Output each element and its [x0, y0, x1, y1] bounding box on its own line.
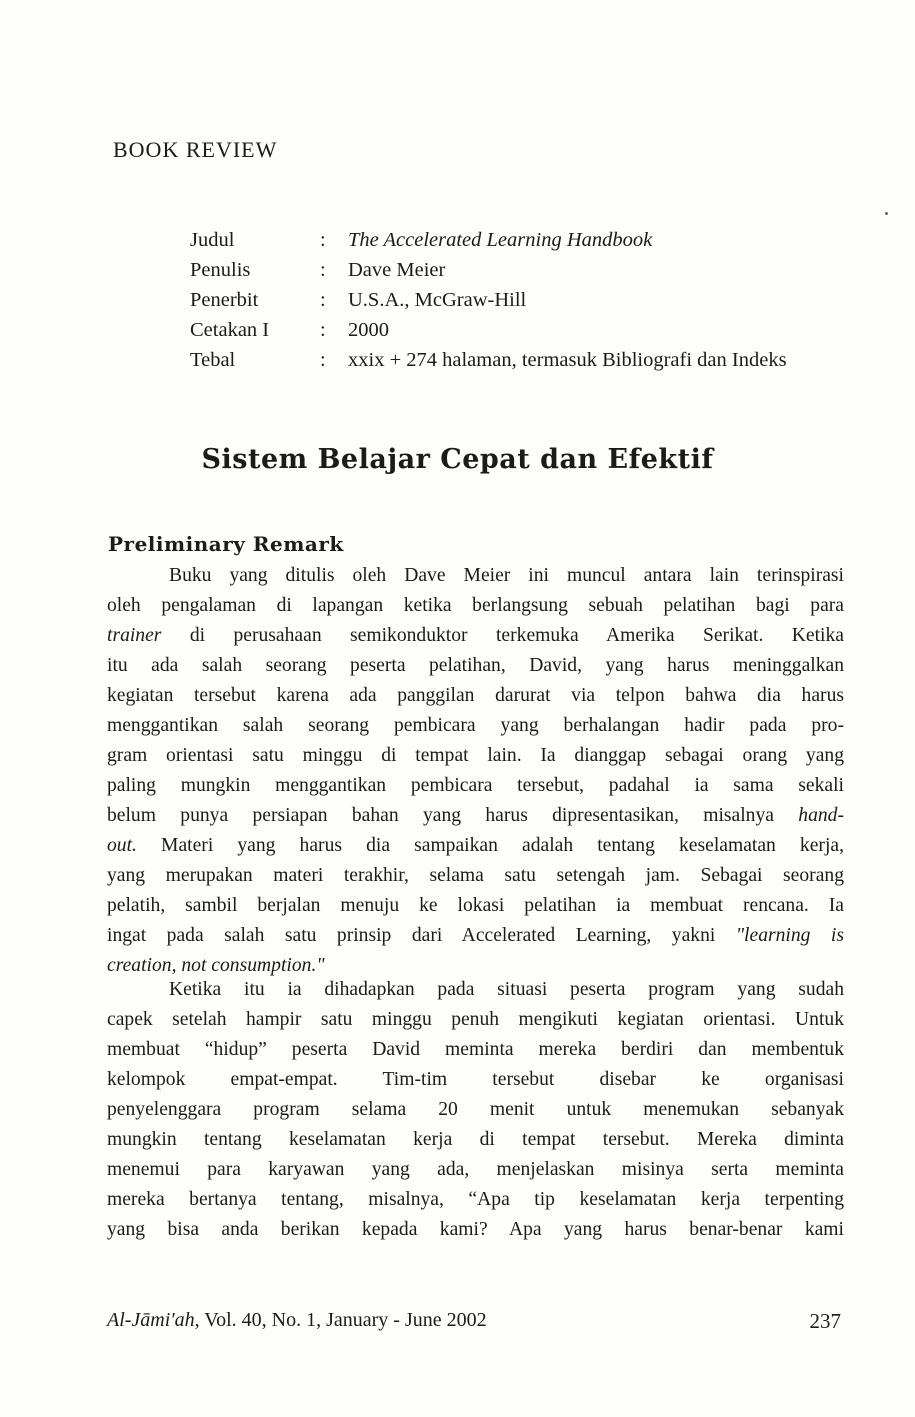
meta-colon: :: [320, 349, 326, 371]
meta-row-author: [190, 255, 787, 285]
meta-key: Penulis: [190, 259, 251, 281]
meta-row-title: [190, 225, 787, 255]
text-line: Ketika itu ia dihadapkan pada situasi peserta program yang sudah: [169, 979, 844, 1000]
text-line: ingat pada salah satu prinsip dari Accelerated Learning, yakni "learning is: [107, 925, 844, 946]
text-line: menemui para karyawan yang ada, menjelaskan misinya serta meminta: [107, 1159, 844, 1180]
meta-value-pages: xxix + 274 halaman, termasuk Bibliografi dan Indeks: [348, 349, 787, 371]
text-line: penyelenggara program selama 20 menit untuk menemukan sebanyak: [107, 1099, 844, 1120]
text-line: gram orientasi satu minggu di tempat lain. Ia dianggap sebagai orang yang: [107, 745, 844, 766]
paragraph-2: [107, 975, 844, 1245]
meta-value-edition: 2000: [348, 319, 389, 341]
meta-colon: :: [320, 289, 326, 311]
scan-speck: [885, 212, 888, 215]
text-line: menggantikan salah seorang pembicara yang berhalangan hadir pada pro-: [107, 715, 844, 736]
paragraph-1: [107, 561, 844, 981]
meta-value-title: The Accelerated Learning Handbook: [348, 229, 653, 251]
text-line: yang bisa anda berikan kepada kami? Apa yang harus benar-benar kami: [107, 1219, 844, 1240]
section-heading: Preliminary Remark: [108, 532, 344, 556]
meta-row-edition: [190, 315, 787, 345]
review-title: Sistem Belajar Cepat dan Efektif: [201, 444, 714, 475]
text-line: paling mungkin menggantikan pembicara tersebut, padahal ia sama sekali: [107, 775, 844, 796]
journal-name: Al-Jāmi'ah: [107, 1309, 195, 1331]
meta-value-author: Dave Meier: [348, 259, 446, 281]
meta-colon: :: [320, 259, 326, 281]
text-line: trainer di perusahaan semikonduktor terkemuka Amerika Serikat. Ketika: [107, 625, 844, 646]
text-line: out. Materi yang harus dia sampaikan adalah tentang keselamatan kerja,: [107, 835, 844, 856]
meta-value-publisher: U.S.A., McGraw-Hill: [348, 289, 527, 311]
meta-key: Cetakan I: [190, 319, 270, 341]
journal-issue: , Vol. 40, No. 1, January - June 2002: [194, 1309, 487, 1331]
footer-citation: [107, 1309, 487, 1332]
meta-row-publisher: [190, 285, 787, 315]
text-line: pelatih, sambil berjalan menuju ke lokasi pelatihan ia membuat rencana. Ia: [107, 895, 844, 916]
text-line: membuat “hidup” peserta David meminta mereka berdiri dan membentuk: [107, 1039, 844, 1060]
text-line: creation, not consumption.": [107, 955, 325, 976]
section-label: BOOK REVIEW: [113, 137, 278, 162]
book-metadata: [190, 225, 787, 375]
text-line: Buku yang ditulis oleh Dave Meier ini muncul antara lain terinspirasi: [169, 565, 844, 586]
meta-key: Tebal: [190, 349, 236, 371]
meta-colon: :: [320, 229, 326, 251]
text-line: oleh pengalaman di lapangan ketika berlangsung sebuah pelatihan bagi para: [107, 595, 844, 616]
text-line: belum punya persiapan bahan yang harus dipresentasikan, misalnya hand-: [107, 805, 844, 826]
text-line: yang merupakan materi terakhir, selama satu setengah jam. Sebagai seorang: [107, 865, 844, 886]
text-line: mereka bertanya tentang, misalnya, “Apa tip keselamatan kerja terpenting: [107, 1189, 844, 1210]
meta-key: Judul: [190, 229, 235, 251]
text-line: itu ada salah seorang peserta pelatihan, David, yang harus meninggalkan: [107, 655, 844, 676]
text-line: capek setelah hampir satu minggu penuh mengikuti kegiatan orientasi. Untuk: [107, 1009, 844, 1030]
text-line: kegiatan tersebut karena ada panggilan darurat via telpon bahwa dia harus: [107, 685, 844, 706]
meta-row-pages: [190, 345, 787, 375]
text-line: kelompok empat-empat. Tim-tim tersebut disebar ke organisasi: [107, 1069, 844, 1090]
meta-key: Penerbit: [190, 289, 259, 311]
text-line: mungkin tentang keselamatan kerja di tempat tersebut. Mereka diminta: [107, 1129, 844, 1150]
meta-colon: :: [320, 319, 326, 341]
page-number: 237: [809, 1309, 841, 1333]
